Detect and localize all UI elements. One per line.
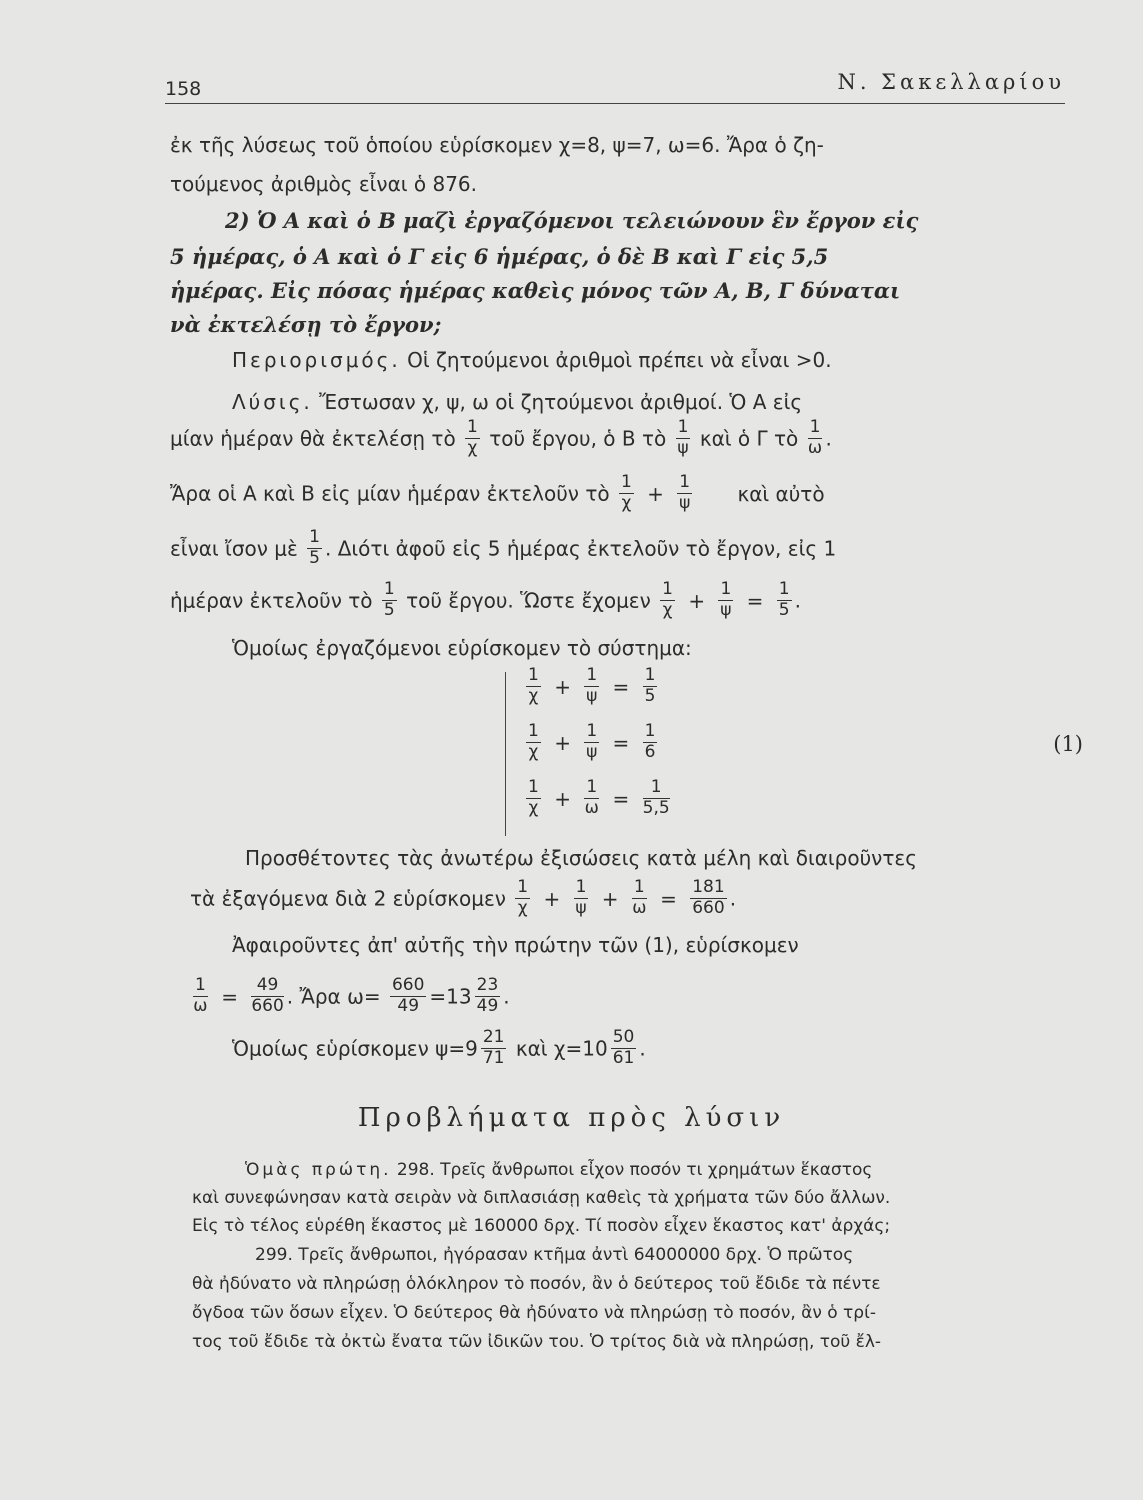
- denominator: 5: [644, 685, 656, 706]
- numerator: 1: [586, 665, 598, 685]
- problem-statement-line: 5 ἡμέρας, ὁ Α καὶ ὁ Γ εἰς 6 ἡμέρας, ὁ δὲ Β καὶ Γ εἰς 5,5: [170, 244, 829, 269]
- text-run: εἶναι ἴσον μὲ: [170, 536, 298, 561]
- numerator: 1: [633, 877, 645, 897]
- denominator: χ: [528, 797, 539, 818]
- text-run: μίαν ἡμέραν θὰ ἐκτελέσῃ τὸ: [170, 426, 456, 451]
- text-line: Εἰς τὸ τέλος εὑρέθη ἕκαστος μὲ 160000 δρχ. Τί ποσὸν εἶχεν ἕκαστος κατ' ἀρχάς;: [192, 1216, 891, 1236]
- operator: =: [612, 674, 630, 699]
- numerator: 1: [586, 777, 598, 797]
- denominator: 660: [251, 995, 284, 1016]
- text-run: .: [503, 984, 510, 1009]
- text-line: τος τοῦ ἔδιδε τὰ ὀκτὼ ἔνατα τῶν ἰδικῶν του. Ὁ τρίτος διὰ νὰ πληρώσῃ, τοῦ ἔλ-: [192, 1332, 882, 1352]
- numerator: 181: [692, 877, 725, 897]
- denominator: χ: [528, 741, 539, 762]
- text-line: [190, 877, 737, 920]
- text-run: καὶ ὁ Γ τὸ: [699, 426, 799, 451]
- fraction: [777, 580, 792, 620]
- denominator: ψ: [586, 741, 598, 762]
- text-run: καὶ χ=10: [515, 1036, 608, 1061]
- fraction: [643, 778, 670, 818]
- fraction: [643, 722, 658, 762]
- text-run: .: [825, 426, 832, 451]
- operator: +: [647, 481, 664, 506]
- text-line: καὶ συνεφώνησαν κατὰ σειρὰν νὰ διπλασιάσῃ καθεὶς τὰ χρήματα τῶν δύο ἄλλων.: [192, 1188, 891, 1208]
- fraction: [584, 778, 599, 818]
- operator: =: [746, 588, 764, 613]
- text-line: [232, 350, 832, 370]
- denominator: ω: [632, 897, 647, 918]
- text-line: ἐκ τῆς λύσεως τοῦ ὁποίου εὑρίσκομεν χ=8, ψ=7, ω=6. Ἄρα ὁ ζη-: [170, 133, 824, 157]
- fraction: [660, 580, 675, 620]
- operator: +: [543, 886, 561, 911]
- fraction: [611, 1028, 637, 1068]
- denominator: 6: [644, 741, 656, 762]
- denominator: 71: [482, 1047, 505, 1068]
- denominator: χ: [662, 599, 673, 620]
- fraction: [475, 976, 501, 1016]
- numerator: 50: [612, 1027, 635, 1047]
- denominator: 49: [397, 995, 420, 1016]
- denominator: χ: [528, 685, 539, 706]
- spaced-term: Λύσις.: [232, 390, 313, 414]
- operator: +: [554, 786, 571, 811]
- fraction: [574, 878, 589, 918]
- text-line: τούμενος ἀριθμὸς εἶναι ὁ 876.: [170, 172, 478, 196]
- numerator: 1: [586, 721, 598, 741]
- text-run: Ἔστωσαν χ, ψ, ω οἱ ζητούμενοι ἀριθμοί. Ὁ Α εἰς: [312, 390, 803, 414]
- header-rule: [165, 103, 1065, 104]
- text-line: [170, 579, 801, 622]
- running-head: Ν. Σακελλαρίου: [837, 70, 1065, 94]
- fraction: [526, 722, 541, 762]
- numerator: 1: [778, 579, 790, 599]
- text-run: Οἱ ζητούμενοι ἀριθμοὶ πρέπει νὰ εἶναι >0.: [400, 348, 832, 372]
- operator: +: [554, 674, 571, 699]
- text-run: .: [639, 1036, 646, 1061]
- text-line: [170, 417, 832, 460]
- numerator: 23: [476, 975, 499, 995]
- text-line: [232, 1027, 646, 1070]
- numerator: 1: [644, 721, 656, 741]
- fraction: [718, 580, 733, 620]
- page-number: 158: [165, 78, 202, 100]
- equation-row: [523, 777, 673, 820]
- denominator: ψ: [720, 599, 732, 620]
- text-run: τοῦ ἔργου. Ὥστε ἔχομεν: [406, 588, 651, 613]
- fraction: [632, 878, 647, 918]
- equation-system: [505, 665, 1095, 840]
- text-run: καὶ αὐτὸ: [737, 481, 825, 506]
- text-line: Ὁμοίως ἐργαζόμενοι εὑρίσκομεν τὸ σύστημα:: [232, 636, 692, 660]
- denominator: χ: [467, 437, 478, 458]
- operator: =: [612, 786, 630, 811]
- fraction: [676, 418, 691, 458]
- fraction: [526, 778, 541, 818]
- numerator: 1: [662, 579, 673, 599]
- text-run: Ὁμοίως εὑρίσκομεν ψ=9: [232, 1036, 478, 1061]
- text-run: τοῦ ἔργου, ὁ Β τὸ: [489, 426, 667, 451]
- numerator: 1: [677, 417, 689, 437]
- fraction: [193, 976, 208, 1016]
- denominator: 5: [778, 599, 790, 620]
- fraction: [643, 666, 658, 706]
- problem-statement-line: νὰ ἐκτελέσῃ τὸ ἔργον;: [170, 312, 442, 337]
- fraction: [584, 722, 599, 762]
- denominator: ψ: [586, 685, 598, 706]
- text-line: Προσθέτοντες τὰς ἀνωτέρω ἐξισώσεις κατὰ μέλη καὶ διαιροῦντες: [245, 846, 917, 870]
- problem-statement-line: 2) Ὁ Α καὶ ὁ Β μαζὶ ἐργαζόμενοι τελειώνουν ἓν ἔργον εἰς: [225, 208, 919, 233]
- denominator: χ: [517, 897, 528, 918]
- text-run: .: [729, 886, 737, 911]
- equation-label: (1): [1053, 732, 1083, 756]
- text-line: [232, 392, 802, 412]
- fraction: [584, 666, 599, 706]
- numerator: 49: [251, 976, 283, 997]
- operator: =: [660, 886, 677, 911]
- text-run: Ἄρα οἱ Α καὶ Β εἰς μίαν ἡμέραν ἐκτελοῦν τὸ: [170, 481, 610, 506]
- denominator: 5: [309, 547, 320, 568]
- denominator: 660: [692, 897, 725, 918]
- equation-row: [523, 665, 660, 708]
- numerator: 1: [528, 777, 539, 797]
- operator: =: [221, 984, 238, 1009]
- numerator: 1: [517, 877, 529, 897]
- equation-row: [523, 721, 660, 764]
- fraction: [307, 528, 322, 568]
- numerator: 1: [309, 527, 320, 547]
- text-run: =13: [429, 984, 472, 1009]
- denominator: ψ: [575, 897, 587, 918]
- spaced-term: Ὁμὰς πρώτη.: [245, 1160, 392, 1180]
- numerator: 1: [720, 579, 732, 599]
- text-line: θὰ ἠδύνατο νὰ πληρώσῃ ὁλόκληρον τὸ ποσόν, ἂν ὁ δεύτερος τοῦ ἔδιδε τὰ πέντε: [192, 1274, 881, 1294]
- numerator: 1: [679, 472, 691, 492]
- fraction: [481, 1028, 507, 1068]
- numerator: 1: [383, 579, 395, 599]
- numerator: 1: [809, 417, 821, 437]
- numerator: 1: [528, 721, 539, 741]
- denominator: χ: [621, 492, 632, 513]
- numerator: 660: [391, 975, 425, 995]
- numerator: 1: [575, 877, 587, 897]
- numerator: 1: [620, 472, 632, 492]
- operator: +: [554, 730, 571, 755]
- text-line: [170, 527, 837, 570]
- denominator: ω: [807, 437, 823, 458]
- fraction: [619, 473, 634, 513]
- numerator: 1: [195, 975, 206, 995]
- text-run: . Διότι ἀφοῦ εἰς 5 ἡμέρας ἐκτελοῦν τὸ ἔργον, εἰς 1: [325, 536, 837, 561]
- denominator: 5,5: [642, 797, 670, 818]
- spaced-term: Περιορισμός.: [232, 348, 401, 372]
- fraction: [382, 580, 397, 620]
- text-run: . Ἄρα ω=: [286, 984, 381, 1009]
- text-line: [190, 975, 510, 1018]
- denominator: ω: [193, 995, 208, 1016]
- operator: +: [688, 588, 706, 613]
- numerator: 1: [643, 778, 670, 799]
- text-line: [245, 1162, 872, 1179]
- fraction: [677, 473, 692, 513]
- text-line: [170, 472, 825, 515]
- denominator: ψ: [679, 492, 691, 513]
- text-line: ὄγδοα τῶν ὅσων εἶχεν. Ὁ δεύτερος θὰ ἠδύνατο νὰ πληρώσῃ τὸ ποσόν, ἂν ὁ τρί-: [192, 1303, 876, 1323]
- fraction: [515, 878, 530, 918]
- page-header: [165, 70, 1065, 102]
- denominator: 5: [383, 599, 395, 620]
- operator: =: [612, 730, 630, 755]
- text-run: 298. Τρεῖς ἄνθρωποι εἶχον ποσόν τι χρημάτων ἕκαστος: [391, 1160, 873, 1180]
- denominator: 61: [612, 1047, 635, 1068]
- denominator: 49: [476, 995, 499, 1016]
- numerator: 1: [644, 665, 656, 685]
- fraction: [390, 976, 426, 1016]
- numerator: 21: [482, 1027, 505, 1047]
- fraction: [690, 878, 726, 918]
- fraction: [526, 666, 541, 706]
- text-line: 299. Τρεῖς ἄνθρωποι, ἠγόρασαν κτῆμα ἀντὶ 64000000 δρχ. Ὁ πρῶτος: [255, 1245, 854, 1265]
- operator: +: [601, 886, 619, 911]
- denominator: ω: [584, 797, 599, 818]
- denominator: ψ: [677, 437, 689, 458]
- text-run: .: [794, 588, 801, 613]
- fraction: [808, 418, 823, 458]
- numerator: 1: [467, 417, 478, 437]
- text-run: ἡμέραν ἐκτελοῦν τὸ: [170, 588, 373, 613]
- numerator: 1: [528, 665, 539, 685]
- fraction: [465, 418, 480, 458]
- text-run: τὰ ἐξαγόμενα διὰ 2 εὑρίσκομεν: [190, 886, 506, 911]
- system-brace: [505, 672, 514, 836]
- text-line: Ἀφαιροῦντες ἀπ' αὐτῆς τὴν πρώτην τῶν (1), εὑρίσκομεν: [232, 933, 799, 957]
- fraction: [251, 976, 283, 1016]
- problem-statement-line: ἡμέρας. Εἰς πόσας ἡμέρας καθεὶς μόνος τῶν Α, Β, Γ δύναται: [170, 278, 901, 303]
- section-heading: Προβλήματα πρὸς λύσιν: [357, 1103, 786, 1133]
